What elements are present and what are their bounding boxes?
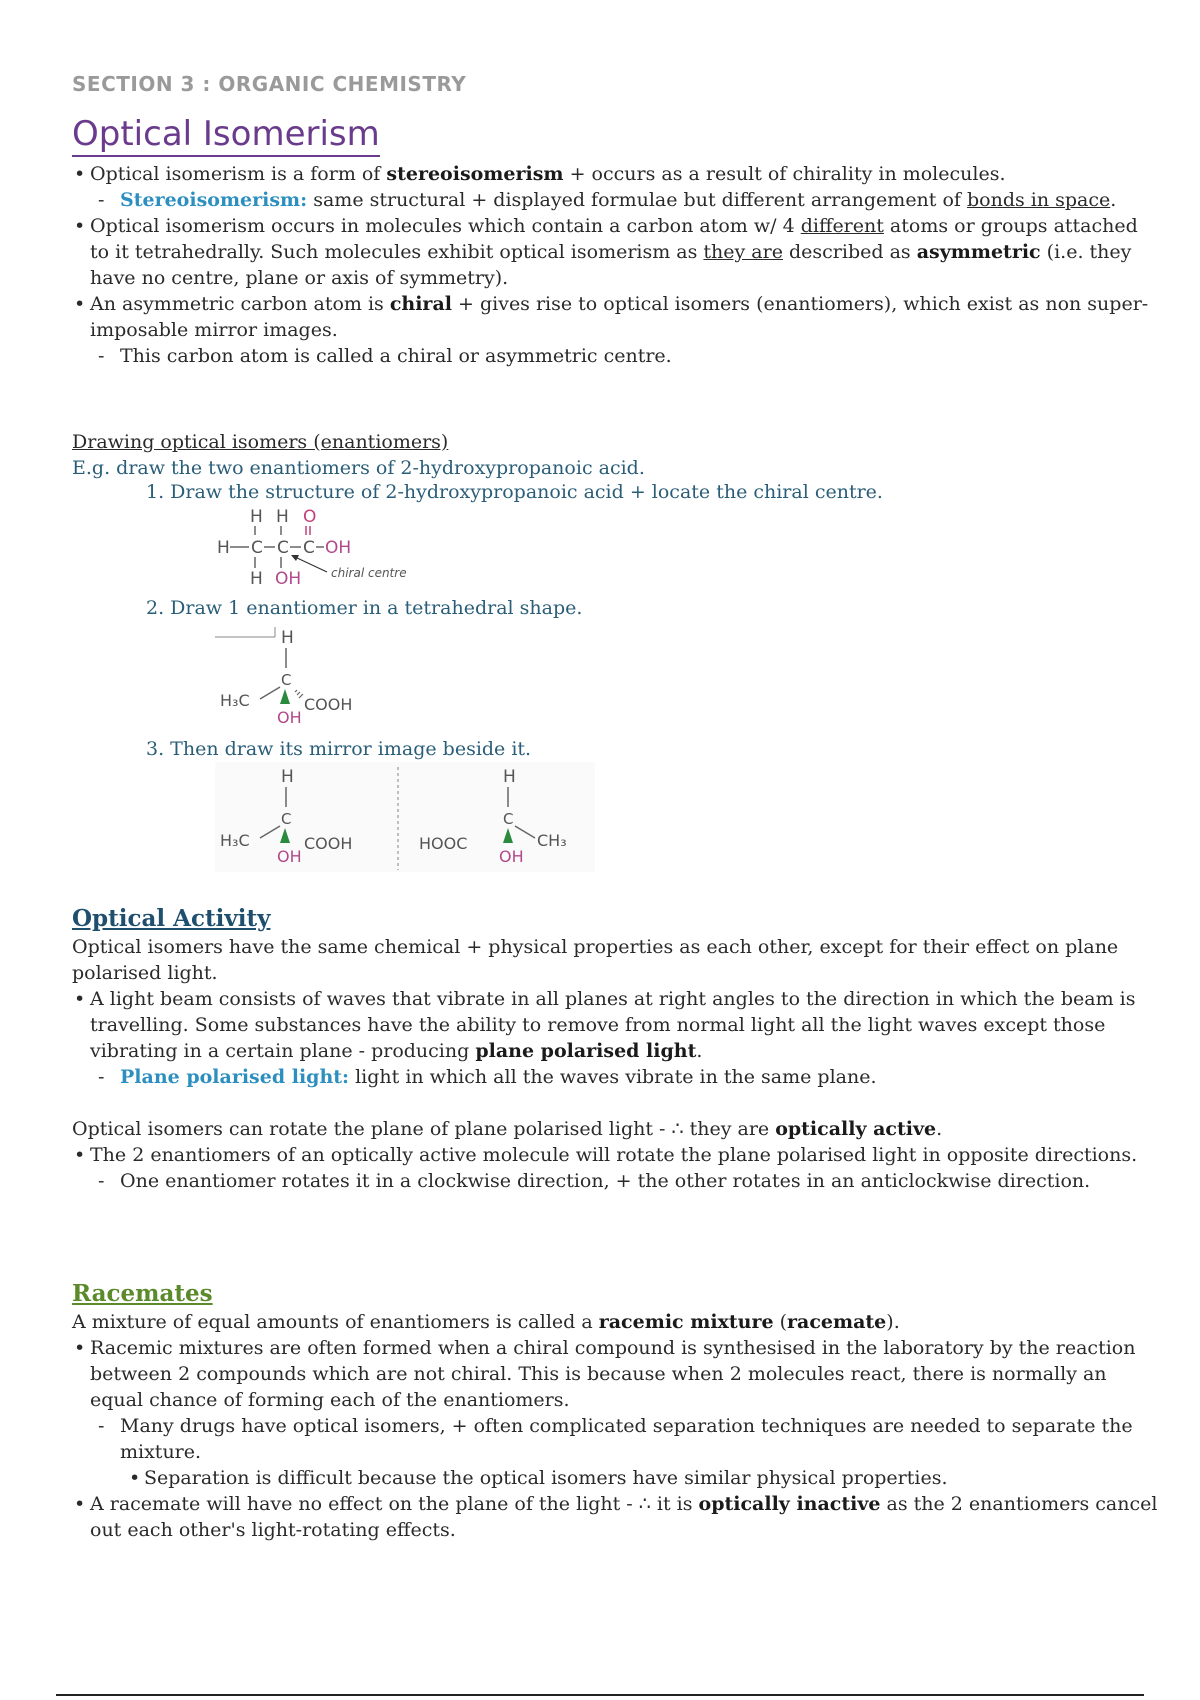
- text: .: [936, 1118, 943, 1140]
- chiral-centre-label: chiral centre: [331, 566, 407, 580]
- racemates-bullet-2: [72, 1491, 1162, 1543]
- text: An asymmetric carbon atom is: [90, 293, 390, 315]
- methyl-group: H₃C: [220, 691, 250, 710]
- racemates-subbullet-1: • Separation is difficult because the optical isomers have similar physical properties.: [72, 1465, 1162, 1491]
- optical-activity-section: [72, 906, 1162, 1194]
- atom-h-top-1: H: [250, 507, 263, 527]
- text: Optical isomerism is a form of: [90, 163, 387, 185]
- hash-bond: [295, 690, 297, 692]
- definition-term: Stereoisomerism:: [120, 189, 308, 211]
- methyl-group-left: H₃C: [220, 831, 250, 850]
- step-2: 2. Draw 1 enantiomer in a tetrahedral shape.: [146, 597, 583, 619]
- activity-dash-1: [72, 1064, 1162, 1090]
- step-3: 3. Then draw its mirror image beside it.: [146, 738, 532, 760]
- hash-bond: [297, 692, 300, 695]
- mirror-image-diagram: [215, 762, 595, 872]
- atom-h: H: [281, 628, 294, 648]
- bold-term: stereoisomerism: [386, 163, 564, 185]
- hydroxyl-acid: OH: [325, 538, 352, 558]
- racemates-heading: Racemates: [72, 1280, 213, 1307]
- racemates-dash-1: - Many drugs have optical isomers, + often complicated separation techniques are needed to separate the mixture.: [72, 1413, 1162, 1465]
- text: (i.e. they have no centre, plane or axis of symmetry).: [90, 241, 1132, 289]
- underlined-text: different: [800, 215, 884, 237]
- text: .: [1110, 189, 1117, 211]
- activity-paragraph-2: [72, 1116, 1162, 1142]
- atom-h-top-2: H: [276, 507, 289, 527]
- carboxyl-group: COOH: [304, 695, 353, 714]
- text: atoms or groups attached to it tetrahedrally. Such molecules exhibit optical isomerism as: [90, 215, 1138, 263]
- activity-dash-2: - One enantiomer rotates it in a clockwise direction, + the other rotates in an anticlockwise direction.: [72, 1168, 1162, 1194]
- atom-h-bottom: H: [250, 569, 263, 589]
- hydroxyl-group: OH: [275, 569, 302, 589]
- drawing-heading: Drawing optical isomers (enantiomers): [72, 431, 449, 453]
- step-1: 1. Draw the structure of 2-hydroxypropanoic acid + locate the chiral centre.: [146, 481, 883, 503]
- intro-bullet-1: [72, 161, 1162, 187]
- footer-divider: [56, 1694, 1144, 1696]
- bold-term: optically inactive: [698, 1493, 881, 1515]
- atom-h-right: H: [503, 767, 516, 787]
- tetrahedral-enantiomer: [215, 622, 415, 727]
- hydroxyl-group-right: OH: [499, 847, 524, 866]
- text: same structural + displayed formulae but different arrangement of: [307, 189, 967, 211]
- bold-term: chiral: [389, 293, 452, 315]
- text: A light beam consists of waves that vibrate in all planes at right angles to the direction in which the beam is travelling. Some substances have the ability to remove from normal light all the light waves except those vibrating in a certain plane - producing: [90, 988, 1136, 1062]
- intro-bullet-3: [72, 291, 1162, 343]
- drawing-example: E.g. draw the two enantiomers of 2-hydroxypropanoic acid.: [72, 457, 645, 479]
- underlined-text: they are: [703, 241, 783, 263]
- carbon-2: C: [277, 538, 289, 558]
- text: + gives rise to optical isomers (enantiomers), which exist as non super-imposable mirror images.: [90, 293, 1149, 341]
- activity-bullet-1: [72, 986, 1162, 1064]
- text: A racemate will have no effect on the plane of the light - ∴ it is: [90, 1493, 699, 1515]
- carbon-3: C: [303, 538, 315, 558]
- bold-term: racemic mixture: [598, 1311, 774, 1333]
- definition-term: Plane polarised light:: [120, 1066, 350, 1088]
- hydroxyl-group-left: OH: [277, 847, 302, 866]
- atom-o-carbonyl: O: [303, 507, 317, 527]
- intro-section: [72, 161, 1162, 369]
- intro-dash-1: [72, 187, 1162, 213]
- atom-h-left: H: [281, 767, 294, 787]
- hydroxyl-group: OH: [277, 708, 302, 727]
- carbon-1: C: [251, 538, 263, 558]
- racemates-paragraph-1: [72, 1309, 1162, 1335]
- intro-bullet-2: [72, 213, 1162, 291]
- carboxyl-group-left: COOH: [304, 834, 353, 853]
- underlined-text: bonds in space: [966, 189, 1111, 211]
- text: light in which all the waves vibrate in the same plane.: [349, 1066, 877, 1088]
- text: as the 2 enantiomers cancel out each other's light-rotating effects.: [90, 1493, 1158, 1541]
- diagram-background: [215, 762, 595, 872]
- text: Optical isomers can rotate the plane of plane polarised light - ∴ they are: [72, 1118, 776, 1140]
- racemates-section: [72, 1281, 1162, 1543]
- section-label: SECTION 3 : ORGANIC CHEMISTRY: [72, 72, 467, 96]
- text: .: [696, 1040, 703, 1062]
- text: (: [773, 1311, 788, 1333]
- bold-term: optically active: [775, 1118, 937, 1140]
- displayed-formula-diagram: [215, 502, 455, 592]
- optical-activity-heading: Optical Activity: [72, 905, 271, 932]
- chiral-carbon: C: [281, 671, 292, 689]
- text: + occurs as a result of chirality in molecules.: [563, 163, 1006, 185]
- methyl-group-right: CH₃: [537, 831, 567, 850]
- activity-bullet-2: • The 2 enantiomers of an optically active molecule will rotate the plane polarised light in opposite directions.: [72, 1142, 1162, 1168]
- chiral-carbon-left: C: [281, 810, 292, 828]
- page-title: Optical Isomerism: [72, 114, 380, 157]
- atom-h-left: H: [217, 538, 230, 558]
- carboxyl-group-right: HOOC: [419, 834, 468, 853]
- text: ).: [886, 1311, 900, 1333]
- racemates-bullet-1: • Racemic mixtures are often formed when a chiral compound is synthesised in the laboratory by the reaction between 2 compounds which are not chiral. This is because when 2 molecules react, there is normally an equal chance of forming each of the enantiomers.: [72, 1335, 1162, 1413]
- intro-dash-3: - This carbon atom is called a chiral or asymmetric centre.: [72, 343, 1162, 369]
- bold-term: racemate: [787, 1311, 887, 1333]
- text: A mixture of equal amounts of enantiomers is called a: [72, 1311, 599, 1333]
- bold-term: asymmetric: [916, 241, 1041, 263]
- drawing-section: [72, 429, 1162, 481]
- hash-bond: [299, 694, 303, 698]
- text: Optical isomerism occurs in molecules which contain a carbon atom w/ 4: [90, 215, 801, 237]
- wedge-bond: [280, 689, 290, 704]
- bond: [260, 687, 280, 699]
- activity-paragraph-1: Optical isomers have the same chemical + physical properties as each other, except for their effect on plane polarised light.: [72, 936, 1119, 984]
- bold-term: plane polarised light: [475, 1040, 697, 1062]
- text: described as: [782, 241, 917, 263]
- chiral-carbon-right: C: [503, 810, 514, 828]
